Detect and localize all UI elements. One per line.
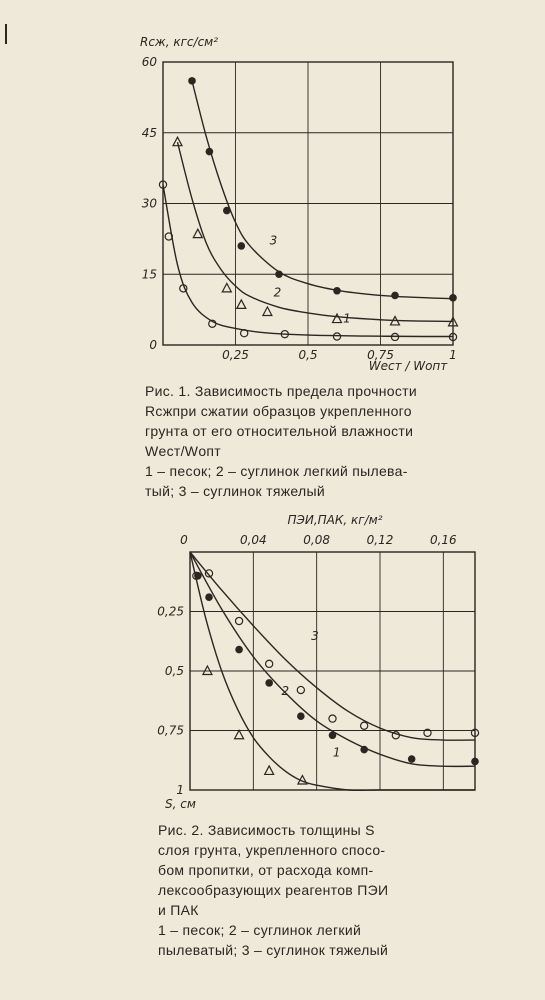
filled-circle-marker	[297, 712, 305, 720]
filled-circle-marker	[449, 294, 457, 302]
caption-line: и ПАК	[158, 902, 199, 918]
series-1-label: 1	[343, 311, 351, 326]
caption-line: Rсжпри сжатии образцов укрепленного	[145, 403, 412, 419]
caption-line: бом пропитки, от расхода комп-	[158, 862, 374, 878]
triangle-marker	[222, 283, 231, 292]
caption-line: Wест/Wопт	[145, 443, 221, 459]
series-3-curve	[192, 81, 453, 299]
filled-circle-marker	[223, 207, 231, 215]
series-2-label: 2	[273, 285, 282, 300]
caption-line: Рис. 1. Зависимость предела прочности	[145, 383, 417, 399]
triangle-marker	[333, 314, 342, 323]
series-3-curve	[190, 552, 475, 740]
caption-line: 1 – песок; 2 – суглинок легкий пылева-	[145, 463, 408, 479]
caption-line: Рис. 2. Зависимость толщины S	[158, 822, 375, 838]
filled-circle-marker	[265, 679, 273, 687]
x-tick-label: 0,75	[367, 348, 394, 362]
figure-2-caption	[158, 820, 388, 960]
x-tick-label: 0,5	[298, 348, 318, 362]
open-circle-marker	[333, 333, 340, 340]
filled-circle-marker	[360, 746, 368, 754]
y-tick-label: 30	[141, 196, 157, 211]
chart-strength-vs-moisture	[0, 0, 545, 380]
y-tick-label: 15	[141, 267, 157, 282]
filled-circle-marker	[391, 292, 399, 300]
filled-circle-marker	[471, 758, 479, 766]
triangle-marker	[203, 666, 212, 675]
triangle-marker	[237, 300, 246, 309]
x-axis-label: ПЭИ,ПАК, кг/м²	[287, 513, 383, 527]
open-circle-marker	[329, 715, 336, 722]
open-circle-marker	[266, 660, 273, 667]
y-tick-label: 0,5	[164, 664, 184, 678]
open-circle-marker	[297, 686, 304, 693]
filled-circle-marker	[329, 731, 337, 739]
x-tick-label: 0,25	[222, 348, 249, 362]
series-2-curve	[178, 142, 454, 321]
filled-circle-marker	[206, 148, 214, 156]
caption-line: слоя грунта, укрепленного спосо-	[158, 842, 386, 858]
caption-line: 1 – песок; 2 – суглинок легкий	[158, 922, 362, 938]
series-3-label: 3	[311, 629, 319, 644]
open-circle-marker	[235, 617, 242, 624]
y-tick-label: 60	[141, 55, 157, 69]
y-tick-label: 45	[141, 125, 157, 140]
caption-line: лексообразующих реагентов ПЭИ	[158, 882, 389, 898]
x-tick-label: 0,08	[303, 533, 331, 547]
triangle-marker	[265, 766, 274, 775]
triangle-marker	[263, 307, 272, 316]
filled-circle-marker	[275, 270, 283, 278]
x-tick-label: 0,12	[366, 533, 394, 547]
y-tick-label: 0	[149, 338, 157, 352]
x-tick-label: 0	[180, 533, 188, 547]
y-tick-label: 1	[176, 783, 184, 797]
caption-line: тый; 3 – суглинок тяжелый	[145, 483, 325, 499]
x-tick-label: 0,16	[429, 533, 457, 547]
filled-circle-marker	[188, 77, 196, 85]
y-tick-label: 0,25	[157, 604, 184, 619]
filled-circle-marker	[238, 242, 246, 250]
x-tick-label: 1	[449, 348, 457, 362]
y-axis-label: Rсж, кгс/см²	[140, 35, 219, 49]
open-circle-marker	[361, 722, 368, 729]
series-2-label: 2	[281, 683, 290, 698]
y-axis-label: S, см	[165, 797, 196, 811]
series-1-label: 1	[332, 745, 341, 760]
x-tick-label: 0,04	[239, 533, 267, 547]
triangle-marker	[235, 730, 244, 739]
caption-line: пылеватый; 3 – суглинок тяжелый	[158, 942, 389, 958]
y-tick-label: 0,75	[157, 723, 184, 738]
x-axis-label: Wест / Wопт	[368, 359, 448, 373]
filled-circle-marker	[235, 646, 243, 654]
open-circle-marker	[392, 732, 399, 739]
filled-circle-marker	[205, 593, 213, 601]
series-3-label: 3	[269, 233, 278, 248]
filled-circle-marker	[333, 287, 341, 295]
filled-circle-marker	[408, 755, 416, 763]
figure-1-caption	[145, 381, 417, 501]
caption-line: грунта от его относительной влажности	[145, 423, 414, 439]
